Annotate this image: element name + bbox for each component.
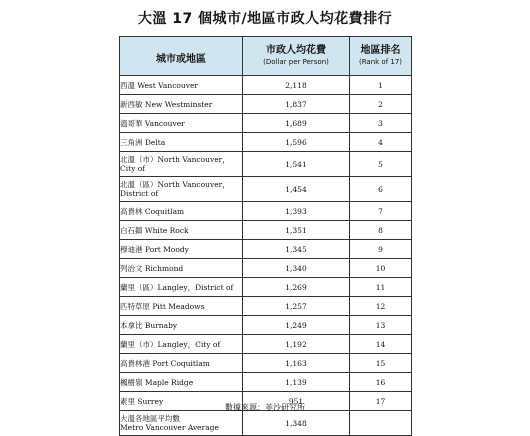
- city-name: 三角洲 Delta: [120, 137, 166, 147]
- city-name: 蘭里（區）Langley，District of: [120, 282, 234, 292]
- rank-cell: 5: [350, 152, 412, 177]
- table-body: [120, 76, 412, 436]
- spend-cell: 1,689: [243, 114, 350, 133]
- rank-cell: 4: [350, 133, 412, 152]
- city-name: 列治文 Richmond: [120, 263, 184, 273]
- city-name-line2: District of: [120, 189, 159, 198]
- spend-cell: 1,541: [243, 152, 350, 177]
- rank-cell: 10: [350, 259, 412, 278]
- city-cell: [120, 177, 243, 202]
- table-row: [120, 95, 412, 114]
- spend-cell: 1,257: [243, 297, 350, 316]
- header-spend-sub: (Dollar per Person): [263, 58, 329, 66]
- city-name: 穆迪港 Port Moody: [120, 244, 189, 254]
- city-cell: [120, 278, 243, 297]
- source-note: 數據來源：菲沙研究所: [225, 403, 305, 412]
- city-name: 匹特草原 Pitt Meadows: [120, 301, 205, 311]
- table-row: [120, 202, 412, 221]
- header-city-label: 城市或地區: [156, 53, 206, 65]
- rank-cell: 7: [350, 202, 412, 221]
- spend-cell: 1,249: [243, 316, 350, 335]
- page-title: 大溫 17 個城市/地區市政人均花費排行: [137, 11, 393, 27]
- table-row: [120, 411, 412, 436]
- city-name: 素里 Surrey: [120, 396, 164, 406]
- rank-cell: 11: [350, 278, 412, 297]
- city-cell: [120, 240, 243, 259]
- city-name: 北溫（市）North Vancouver，: [120, 155, 230, 164]
- table-row: [120, 373, 412, 392]
- header-spend-label: 市政人均花費: [266, 45, 326, 56]
- header-rank: [350, 37, 412, 76]
- spend-cell: 1,345: [243, 240, 350, 259]
- spend-cell: 1,269: [243, 278, 350, 297]
- spend-cell: 1,454: [243, 177, 350, 202]
- spend-cell: 1,837: [243, 95, 350, 114]
- rank-cell: 3: [350, 114, 412, 133]
- city-cell: [120, 354, 243, 373]
- city-name: 溫哥華 Vancouver: [120, 118, 185, 128]
- table-row: [120, 335, 412, 354]
- header-rank-label: 地區排名: [360, 45, 401, 56]
- spend-cell: 1,340: [243, 259, 350, 278]
- spend-cell: 1,393: [243, 202, 350, 221]
- header-rank-sub: (Rank of 17): [358, 58, 403, 66]
- city-name: 西溫 West Vancouver: [120, 80, 199, 90]
- spend-cell: 1,163: [243, 354, 350, 373]
- city-name: 高貴林 Coquitlam: [120, 206, 185, 216]
- city-cell: [120, 152, 243, 177]
- table-row: [120, 76, 412, 95]
- city-name: 大溫各地區平均數: [120, 414, 180, 423]
- table-row: [120, 297, 412, 316]
- rank-cell: 14: [350, 335, 412, 354]
- rank-cell: 12: [350, 297, 412, 316]
- city-cell: [120, 411, 243, 436]
- city-name-line2: Metro Vancouver Average: [120, 423, 219, 432]
- city-name-line2: City of: [120, 164, 146, 173]
- table-row: [120, 221, 412, 240]
- spend-cell: 951: [243, 392, 350, 411]
- rank-cell: 8: [350, 221, 412, 240]
- city-cell: [120, 133, 243, 152]
- city-cell: [120, 259, 243, 278]
- city-cell: [120, 76, 243, 95]
- city-name: 本拿比 Burnaby: [120, 320, 178, 330]
- rank-cell: 16: [350, 373, 412, 392]
- rank-cell: 6: [350, 177, 412, 202]
- table-row: [120, 278, 412, 297]
- city-cell: [120, 202, 243, 221]
- city-name: 高貴林港 Port Coquitlam: [120, 358, 210, 368]
- header-spend: [243, 37, 350, 76]
- city-cell: [120, 95, 243, 114]
- rank-cell: [350, 411, 412, 436]
- city-cell: [120, 335, 243, 354]
- city-cell: [120, 114, 243, 133]
- city-name: 白石鎮 White Rock: [120, 225, 189, 235]
- spend-cell: 1,351: [243, 221, 350, 240]
- spend-cell: 1,596: [243, 133, 350, 152]
- table-row: [120, 133, 412, 152]
- spend-cell: 1,192: [243, 335, 350, 354]
- spend-cell: 2,118: [243, 76, 350, 95]
- rank-cell: 9: [350, 240, 412, 259]
- rank-cell: 17: [350, 392, 412, 411]
- table-row: [120, 316, 412, 335]
- table-row: [120, 177, 412, 202]
- table-row: [120, 240, 412, 259]
- city-cell: [120, 373, 243, 392]
- table-row: [120, 152, 412, 177]
- rank-cell: 2: [350, 95, 412, 114]
- city-name: 楓樹嶺 Maple Ridge: [120, 377, 194, 387]
- city-name: 北溫（區）North Vancouver，: [120, 180, 230, 189]
- rank-cell: 1: [350, 76, 412, 95]
- table-row: [120, 259, 412, 278]
- city-cell: [120, 221, 243, 240]
- city-cell: [120, 297, 243, 316]
- city-name: 蘭里（市）Langley，City of: [120, 339, 221, 349]
- spend-cell: 1,348: [243, 411, 350, 436]
- table-row: [120, 114, 412, 133]
- table-row: [120, 354, 412, 373]
- rank-cell: 15: [350, 354, 412, 373]
- spend-cell: 1,139: [243, 373, 350, 392]
- rank-cell: 13: [350, 316, 412, 335]
- header-city: [120, 37, 243, 76]
- ranking-table: [119, 36, 412, 436]
- table-header: [120, 37, 412, 76]
- city-cell: [120, 316, 243, 335]
- city-name: 新西敏 New Westminster: [120, 99, 213, 109]
